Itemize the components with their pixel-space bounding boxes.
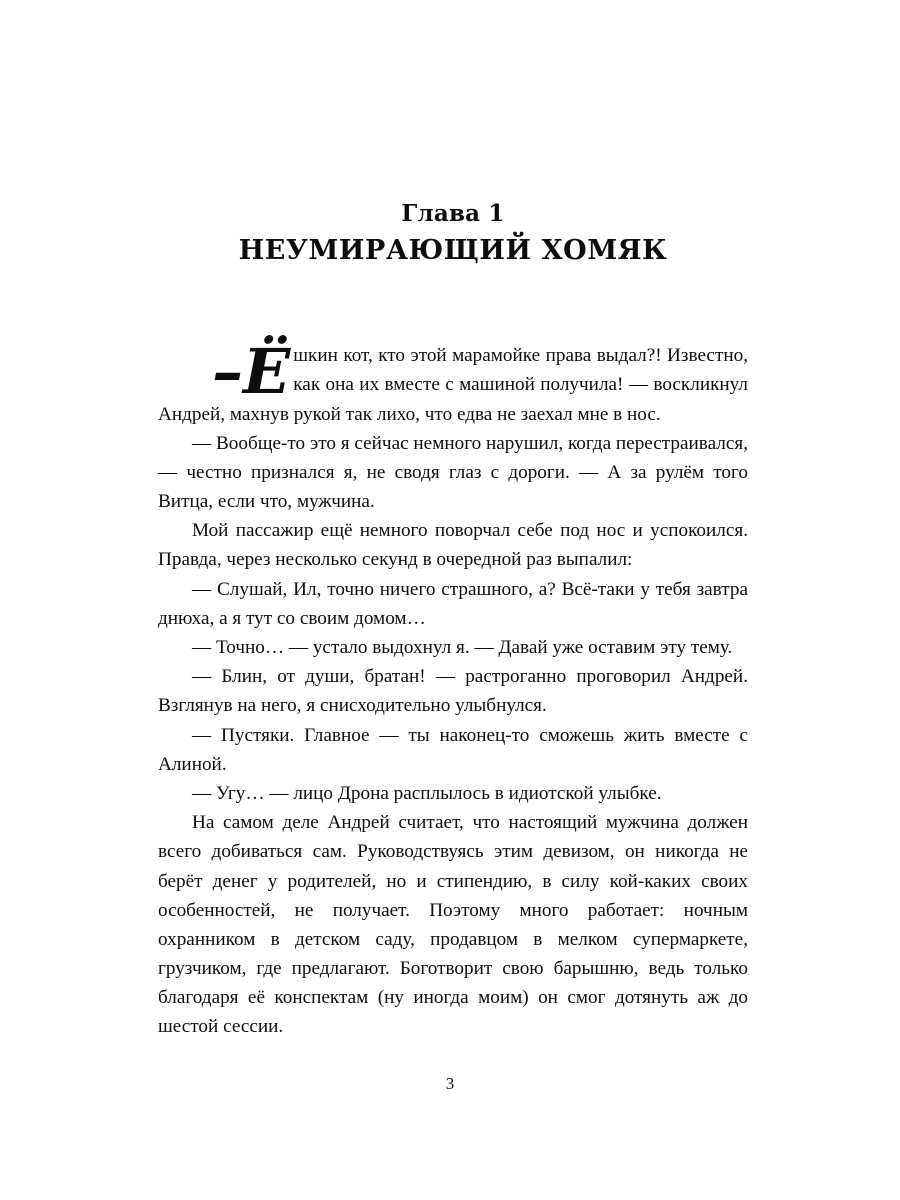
page-number: 3	[445, 1074, 455, 1093]
paragraph: — Блин, от души, братан! — растроганно проговорил Андрей. Взглянув на него, я снисходительно улыбнулся.	[158, 666, 748, 717]
drop-cap: –Ё	[212, 335, 291, 409]
paragraph: — Вообще-то это я сейчас немного нарушил, когда перестраивался, — честно признался я, не сводя глаз с дороги. — А за рулём того Витца, если что, мужчина.	[158, 432, 748, 513]
paragraph: — Пустяки. Главное — ты наконец-то сможешь жить вместе с Алиной.	[158, 724, 748, 775]
paragraph: На самом деле Андрей считает, что настоящий мужчина должен всего добиваться сам. Руководствуясь этим девизом, он никогда не берёт денег у родителей, но и стипендию, в силу кой-каких своих особенностей, не получает. Поэтому много работает: ночным охранником в детском саду, продавцом в мелком супермаркете, грузчиком, где предлагают. Боготворит свою барышню, ведь только благодаря её конспектам (ну иногда моим) он смог дотянуть аж до шестой сессии.	[158, 812, 748, 1038]
paragraph-text: шкин кот, кто этой марамойке права выдал?! Известно, как она их вместе с машиной получила! — воскликнул Андрей, махнув рукой так лихо, что едва не заехал мне в нос.	[158, 345, 748, 425]
paragraph: — Угу… — лицо Дрона расплылось в идиотской улыбке.	[192, 782, 662, 804]
paragraph: — Точно… — устало выдохнул я. — Давай уже оставим эту тему.	[192, 637, 733, 659]
chapter-title: НЕУМИРАЮЩИЙ ХОМЯК	[238, 234, 668, 266]
chapter-number: Глава 1	[401, 200, 505, 227]
paragraph: — Слушай, Ил, точно ничего страшного, а? Всё-таки у тебя завтра днюха, а я тут со своим домом…	[158, 578, 748, 629]
paragraph: Мой пассажир ещё немного поворчал себе под нос и успокоился. Правда, через несколько секунд в очередной раз выпалил:	[158, 520, 748, 571]
page-content	[158, 200, 748, 1042]
body-text	[158, 335, 748, 1042]
paragraph	[158, 335, 748, 429]
